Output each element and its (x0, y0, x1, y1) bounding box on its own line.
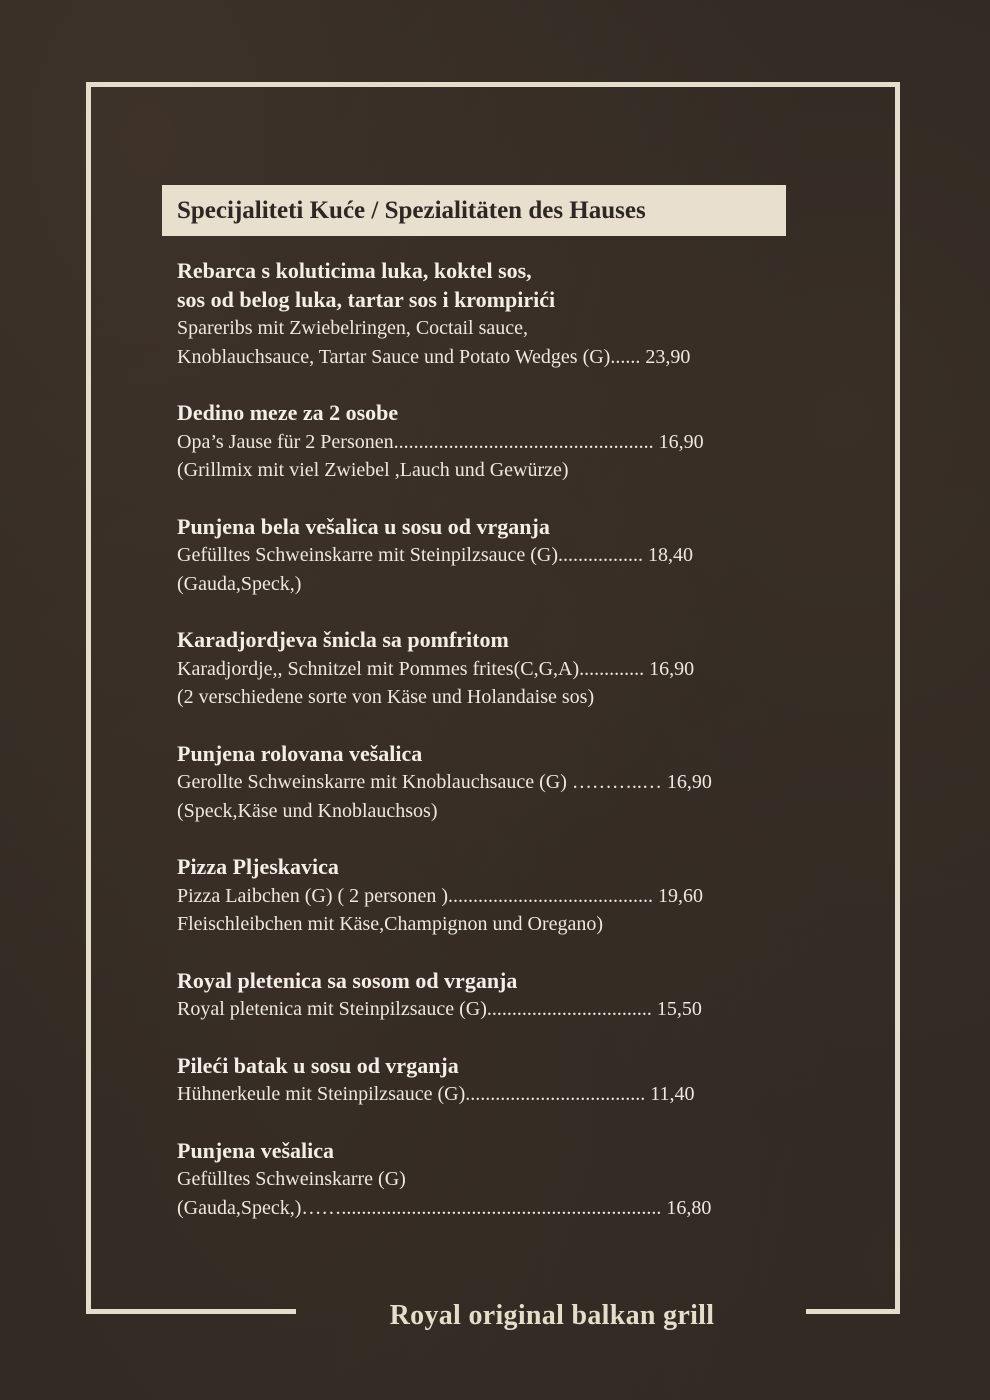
dish-description-price: Royal pletenica mit Steinpilzsauce (G)................................. 15,50 (177, 998, 702, 1020)
dish-name: Punjena bela vešalica u sosu od vrganja (177, 513, 550, 539)
menu-item (177, 399, 817, 485)
menu-item (177, 257, 817, 371)
dish-description: (Grillmix mit viel Zwiebel ,Lauch und Gewürze) (177, 459, 569, 481)
menu-list (177, 257, 817, 1250)
dish-description: (Gauda,Speck,) (177, 572, 302, 595)
dish-description: Spareribs mit Zwiebelringen, Coctail sauce, (177, 317, 529, 339)
dish-description: (Speck,Käse und Knoblauchsos) (177, 799, 438, 822)
menu-item (177, 1052, 817, 1109)
menu-item (177, 740, 817, 826)
footer-divider-left (86, 1309, 296, 1314)
dish-description-price: Gefülltes Schweinskarre mit Steinpilzsauce (G)................. 18,40 (177, 544, 693, 566)
section-header (162, 185, 786, 236)
menu-item (177, 1137, 817, 1223)
dish-description-price: (Gauda,Speck,)……................................................................ 16,80 (177, 1196, 712, 1219)
dish-description: (2 verschiedene sorte von Käse und Holandaise sos) (177, 686, 595, 708)
dish-description: Gefülltes Schweinskarre (G) (177, 1168, 406, 1190)
footer-brand-title: Royal original balkan grill (389, 1300, 715, 1331)
section-title: Specijaliteti Kuće / Spezialitäten des Hauses (177, 196, 646, 224)
dish-name: Punjena rolovana vešalica (177, 740, 423, 766)
dish-name: Punjena vešalica (177, 1137, 335, 1163)
menu-item (177, 513, 817, 599)
dish-name: sos od belog luka, tartar sos i krompirići (177, 286, 556, 312)
menu-item (177, 853, 817, 939)
dish-description-price: Hühnerkeule mit Steinpilzsauce (G).................................... 11,40 (177, 1083, 695, 1105)
dish-description: Fleischleibchen mit Käse,Champignon und Oregano) (177, 913, 604, 935)
dish-name: Pileći batak u sosu od vrganja (177, 1052, 459, 1078)
dish-description-price: Pizza Laibchen (G) ( 2 personen )......................................... 19,60 (177, 884, 703, 907)
dish-name: Dedino meze za 2 osobe (177, 400, 399, 425)
footer-divider-right (806, 1309, 900, 1314)
menu-item (177, 626, 817, 712)
dish-name: Royal pletenica sa sosom od vrganja (177, 967, 518, 993)
dish-name: Rebarca s koluticima luka, koktel sos, (177, 258, 532, 283)
dish-description-price: Karadjordje,, Schnitzel mit Pommes frites(C,G,A)............. 16,90 (177, 657, 695, 680)
dish-description-price: Knoblauchsauce, Tartar Sauce und Potato Wedges (G)...... 23,90 (177, 345, 691, 368)
dish-name: Karadjordjeva šnicla sa pomfritom (177, 627, 509, 652)
dish-description-price: Opa’s Jause für 2 Personen.................................................... 16,90 (177, 430, 704, 453)
dish-description-price: Gerollte Schweinskarre mit Knoblauchsauce (G) ………..… 16,90 (177, 771, 712, 793)
menu-item (177, 967, 817, 1024)
dish-name: Pizza Pljeskavica (177, 854, 339, 879)
